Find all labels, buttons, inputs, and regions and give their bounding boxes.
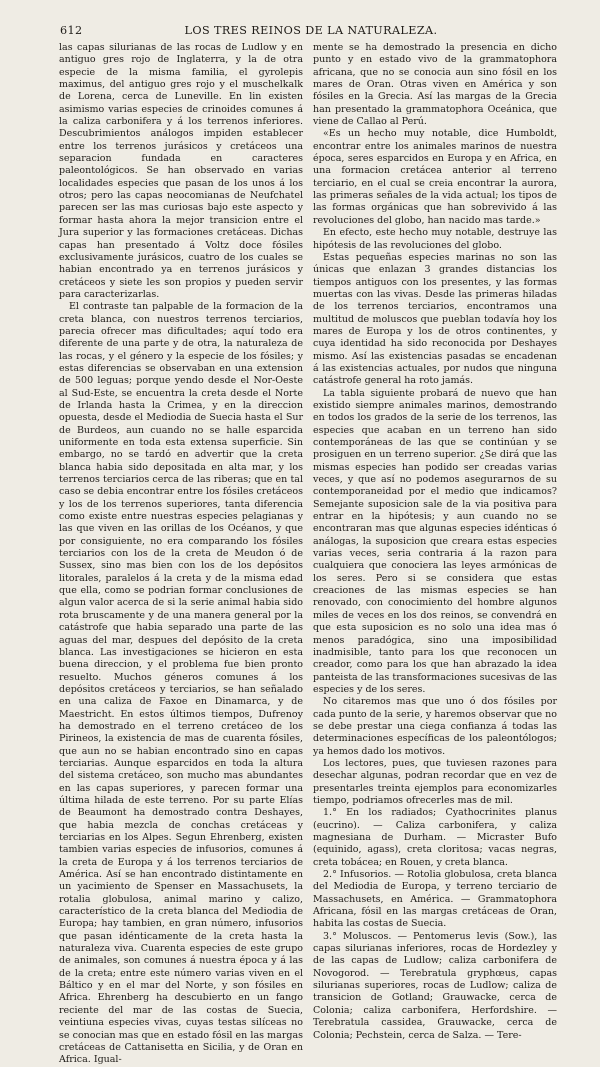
running-title: LOS TRES REINOS DE LA NATURALEZA. (184, 24, 438, 37)
left-column (59, 42, 303, 1066)
running-header (60, 24, 562, 40)
paragraph: las capas silurianas de las rocas de Ludlow y en antiguo gres rojo de Inglaterra, y la de otra especie de la misma familia, el gyrolepis maximus, del antiguo gres rojo y el muschelkalk de Lorena, cerca de Luneville. En lin existen asimismo varias especies de crinoides comunes á la caliza carbonifera y á los terrenos inferiores. Descubrimientos análogos impiden establecer entre los terrenos jurásicos y cretáceos una separacion fundada en caracteres paleontológicos. Se han observado en varias localidades especies que pasan de los unos á los otros; pero las capas neocomianas de Neufchatel parecen ser las mas curiosas bajo este aspecto y formar hasta ahora la mejor transicion entre el Jura superior y las formaciones cretáceas. Dichas capas han presentado á Voltz doce fósiles exclusivamente jurásicos, cuatro de los cuales se habian encontrado ya en terrenos jurásicos y cretáceos y siete les son propios y pueden servir para caracterizarlas. (59, 42, 303, 300)
paragraph: Los lectores, pues, que tuviesen razones para desechar algunas, podran recordar que en vez de presentarles treinta ejemplos para economizarles tiempo, podriamos ofrecerles mas de mil. (313, 757, 557, 806)
paragraph: mente se ha demostrado la presencia en dicho punto y en estado vivo de la grammatophora africana, que no se conocia aun sino fósil en los mares de Oran. Otras viven en América y son fósiles en la Grecia. Así las margas de la Grecia han presentado la grammatophora Oceánica, que viene de Callao al Perú. (313, 42, 557, 128)
paragraph: En efecto, este hecho muy notable, destruye las hipótesis de las revoluciones del globo. (313, 227, 557, 251)
paragraph: No citaremos mas que uno ó dos fósiles por cada punto de la serie, y haremos observar que no se debe prestar una ciega confianza á todas las determinaciones específicas de los paleontólogos; ya hemos dado los motivos. (313, 696, 557, 757)
paragraph: El contraste tan palpable de la formacion de la creta blanca, con nuestros terrenos terciarios, parecia ofrecer mas dificultades; aquí todo era diferente de una parte y de otra, la naturaleza de las rocas, y el género y la especie de los fósiles; y estas diferencias se observaban en una extension de 500 leguas; porque yendo desde el Nor-Oeste al Sud-Este, se encuentra la creta desde el Norte de Irlanda hasta la Crimea, y en la direccion opuesta, desde el Mediodia de Suecia hasta el Sur de Burdeos, aun cuando no se halle esparcida uniformente en toda esta extensa superficie. Sin embargo, no se tardó en advertir que la creta blanca habia sido depositada en alta mar, y los terrenos terciarios cerca de las riberas; que en tal caso se debia encontrar entre los fósiles cretáceos y los de los terrenos superiores, tanta diferencia como existe entre nuestras especies pelagianas y las que viven en las orillas de los Océanos, y que por consiguiente, no era comparando los fósiles terciarios con los de la creta de Meudon ó de Sussex, sino mas bien con los de los depósitos litorales, paralelos á la creta y de la misma edad que ella, como se podrian formar conclusiones de algun valor acerca de si la serie animal habia sido rota bruscamente y de una manera general por la catástrofe que habia separado una parte de las aguas del mar, despues del depósito de la creta blanca. Las investigaciones se hicieron en esta buena direccion, y el problema fue bien pronto resuelto. Muchos géneros comunes á los depósitos cretáceos y terciarios, se han señalado en una caliza de Faxoe en Dinamarca, y de Maestricht. En estos últimos tiempos, Dufrenoy ha demostrado en el terreno cretáceo de los Pirineos, la existencia de mas de cuarenta fósiles, que aun no se habian encontrado sino en capas terciarias. Aunque esparcidos en toda la altura del sistema cretáceo, son mucho mas abundantes en las capas superiores, y parecen formar una última hilada de este terreno. Por su parte Elías de Beaumont ha demostrado contra Deshayes, que habia mezcla de conchas cretáceas y terciarias en los Alpes. Segun Ehrenberg, existen tambien varias especies de infusorios, comunes á la creta de Europa y á los terrenos terciarios de América. Así se han encontrado distintamente en un yacimiento de Spenser en Massachusets, la rotalia globulosa, animal marino y calizo, característico de la creta blanca del Mediodia de Europa; hay tambien, en gran número, infusorios que pasan idénticamente de la creta hasta la naturaleza viva. Cuarenta especies de este grupo de animales, son comunes á nuestra época y á las de la creta; entre este número varias viven en el Báltico y en el mar del Norte, y son fósiles en Africa. Ehrenberg ha descubierto en un fango reciente del mar de las costas de Suecia, veintiuna especies vivas, cuyas testas silíceas no se conocian mas que en estado fósil en las margas cretáceas de Cattanisetta en Sicilia, y de Oran en Africa. Igual- (59, 301, 303, 1066)
paragraph: Estas pequeñas especies marinas no son las únicas que enlazan 3 grandes distancias los tiempos antiguos con los presentes, y las formas muertas con las vivas. Desde las primeras hiladas de los terrenos terciarios, encontramos una multitud de moluscos que pueblan todavía hoy los mares de Europa y los de otros continentes, y cuya identidad ha sido reconocida por Deshayes mismo. Así las existencias pasadas se encadenan á las existencias actuales, por nudos que ninguna catástrofe general ha roto jamás. (313, 251, 557, 387)
paragraph: «Es un hecho muy notable, dice Humboldt, encontrar entre los animales marinos de nuestra época, seres esparcidos en Europa y en Africa, en una formacion cretácea anterior al terreno terciario, en el cual se creia encontrar la aurora, las primeras señales de la vida actual; los tipos de las formas orgánicas que han sobrevivido á las revoluciones del globo, han nacido mas tarde.» (313, 128, 557, 226)
page-number: 612 (60, 24, 83, 37)
list-item: 1.° En los radiados; Cyathocrinites planus (eucrino). — Caliza carbonifera, y caliza magnesiana de Durham. — Micraster Bufo (equinido, agass), creta cloritosa; vacas negras, creta tobácea; en Rouen, y creta blanca. (313, 807, 557, 868)
right-column (313, 42, 557, 1041)
list-item: 3.° Moluscos. — Pentomerus levis (Sow.), las capas silurianas inferiores, rocas de Hordezley y de las capas de Ludlow; caliza carbonifera de Novogorod. — Terebratula gryphœus, capas silurianas superiores, rocas de Ludlow; caliza de transicion de Gotland; Grauwacke, cerca de Colonia; caliza carbonifera, Herfordshire. — Terebratula cassidea, Grauwacke, cerca de Colonia; Pechstein, cerca de Salza. — Tere- (313, 930, 557, 1041)
list-item: 2.° Infusorios. — Rotolia globulosa, creta blanca del Mediodia de Europa, y terreno terciario de Massachusets, en América. — Grammatophora Africana, fósil en las margas cretáceas de Oran, habita las costas de Suecia. (313, 869, 557, 930)
paragraph: La tabla siguiente probará de nuevo que han existido siempre animales marinos, demostrando en todos los grados de la serie de los terrenos, las especies que acaban en un terreno han sido contemporáneas de las que se continúan y se prosiguen en un terreno superior. ¿Se dirá que las mismas especies han podido ser creadas varias veces, y que así no podemos asegurarnos de su contemporaneidad por el medio que indicamos? Semejante suposicion sale de la via positiva para entrar en la hipótesis; y aun cuando no se encontraran mas que algunas especies idénticas ó análogas, la suposicion que creara estas especies varias veces, seria contraria á la razon para cualquiera que conociera las leyes armónicas de los seres. Pero si se considera que estas creaciones de las mismas especies se han renovado, con conocimiento del hombre algunos miles de veces en los dos reinos, se convendrá en que esta suposicion es no solo una idea mas ó menos paradógica, sino una imposibilidad inadmisible, tanto para los que reconocen un creador, como para los que han abrazado la idea panteista de las transformaciones sucesivas de las especies y de los seres. (313, 387, 557, 695)
